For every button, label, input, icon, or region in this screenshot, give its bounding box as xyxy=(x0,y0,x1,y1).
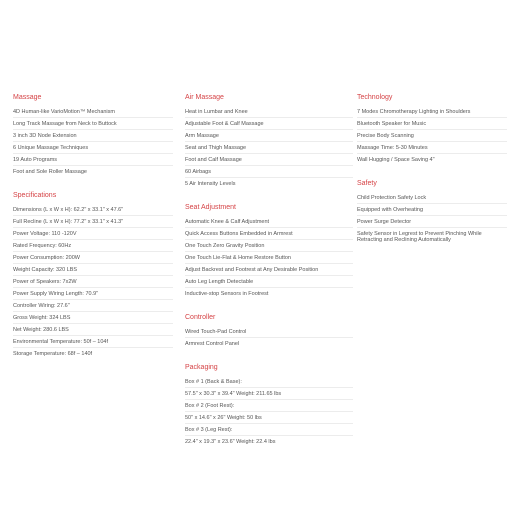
spec-item: One Touch Lie-Flat & Home Restore Button xyxy=(185,252,353,264)
section-title: Massage xyxy=(13,94,42,101)
spec-list xyxy=(13,204,173,359)
spec-item: Box # 3 (Leg Rest): xyxy=(185,424,353,436)
spec-item: Adjustable Foot & Calf Massage xyxy=(185,118,353,130)
spec-item: 50" x 14.6" x 26" Weight: 50 lbs xyxy=(185,412,353,424)
spec-item: Weight Capacity: 320 LBS xyxy=(13,264,173,276)
spec-item: Foot and Sole Roller Massage xyxy=(13,168,87,175)
spec-list xyxy=(357,192,507,245)
spec-item: Precise Body Scanning xyxy=(357,130,507,142)
section-air-massage xyxy=(185,93,353,189)
spec-item: Inductive-stop Sensors in Footrest xyxy=(185,290,269,297)
section-controller xyxy=(185,313,353,349)
section-title: Technology xyxy=(357,94,393,101)
spec-item: Massage Time: 5-30 Minutes xyxy=(357,142,507,154)
spec-item: Storage Temperature: 68f – 140f xyxy=(13,350,93,357)
section-specifications xyxy=(13,191,173,359)
spec-item: Environmental Temperature: 50f – 104f xyxy=(13,336,173,348)
spec-item: Net Weight: 280.6 LBS xyxy=(13,324,173,336)
spec-item: Gross Weight: 324 LBS xyxy=(13,312,173,324)
section-technology xyxy=(357,93,507,165)
spec-item: Heat in Lumbar and Knee xyxy=(185,106,353,118)
section-title: Air Massage xyxy=(185,94,224,101)
spec-item: Equipped with Overheating xyxy=(357,204,507,216)
spec-item: Controller Wiring: 27.6" xyxy=(13,300,173,312)
section-title: Controller xyxy=(185,314,216,321)
spec-item: 22.4" x 19.3" x 23.6" Weight: 22.4 lbs xyxy=(185,438,276,445)
spec-column-3 xyxy=(357,93,507,259)
spec-item: 5 Air Intensity Levels xyxy=(185,180,236,187)
section-title: Specifications xyxy=(13,192,57,199)
spec-item: Seat and Thigh Massage xyxy=(185,142,353,154)
spec-item: Power Surge Detector xyxy=(357,216,507,228)
spec-list xyxy=(185,216,353,299)
section-packaging xyxy=(185,363,353,447)
spec-item: 19 Auto Programs xyxy=(13,154,173,166)
spec-item: Dimensions (L x W x H): 62.2" x 33.1" x 47.6" xyxy=(13,204,173,216)
spec-item: Child Protection Safety Lock xyxy=(357,192,507,204)
spec-item: Safety Sensor in Legrest to Prevent Pinching While Retracting and Reclining Automatically xyxy=(357,230,482,243)
spec-item: Armrest Control Panel xyxy=(185,340,240,347)
spec-item: 57.5" x 30.3" x 39.4" Weight: 211.65 lbs xyxy=(185,388,353,400)
spec-item: 7 Modes Chromotherapy Lighting in Shoulders xyxy=(357,106,507,118)
spec-item: 4D Human-like VarioMotion™ Mechanism xyxy=(13,106,173,118)
spec-item: 3 inch 3D Node Extension xyxy=(13,130,173,142)
spec-column-2 xyxy=(185,93,353,461)
section-massage xyxy=(13,93,173,177)
spec-item: Rated Frequency: 60Hz xyxy=(13,240,173,252)
spec-item: Box # 2 (Foot Rest): xyxy=(185,400,353,412)
spec-column-1 xyxy=(13,93,173,373)
spec-item: 6 Unique Massage Techniques xyxy=(13,142,173,154)
spec-list xyxy=(185,376,353,447)
spec-item: Power of Speakers: 7x2W xyxy=(13,276,173,288)
spec-item: Adjust Backrest and Footrest at Any Desirable Position xyxy=(185,264,353,276)
spec-item: Power Consumption: 200W xyxy=(13,252,173,264)
spec-item: Box # 1 (Back & Base): xyxy=(185,376,353,388)
spec-item: Power Supply Wiring Length: 70.9" xyxy=(13,288,173,300)
spec-item: 60 Airbags xyxy=(185,166,353,178)
spec-item: Quick Access Buttons Embedded in Armrest xyxy=(185,228,353,240)
section-title: Safety xyxy=(357,180,377,187)
spec-item: Foot and Calf Massage xyxy=(185,154,353,166)
spec-item: Wall Hugging / Space Saving 4" xyxy=(357,156,435,163)
spec-item: Power Voltage: 110 -120V xyxy=(13,228,173,240)
spec-item: Full Recline (L x W x H): 77.2" x 33.1" x 41.3" xyxy=(13,216,173,228)
section-safety xyxy=(357,179,507,245)
spec-item: Bluetooth Speaker for Music xyxy=(357,118,507,130)
section-title: Packaging xyxy=(185,364,218,371)
spec-list xyxy=(13,106,173,177)
section-title: Seat Adjustment xyxy=(185,204,236,211)
spec-list xyxy=(357,106,507,165)
spec-item: One Touch Zero Gravity Position xyxy=(185,240,353,252)
section-seat-adjustment xyxy=(185,203,353,299)
spec-list xyxy=(185,326,353,349)
spec-item: Wired Touch-Pad Control xyxy=(185,326,353,338)
spec-item: Auto Leg Length Detectable xyxy=(185,276,353,288)
spec-item: Arm Massage xyxy=(185,130,353,142)
spec-item: Automatic Knee & Calf Adjustment xyxy=(185,216,353,228)
spec-item: Long Track Massage from Neck to Buttock xyxy=(13,118,173,130)
spec-list xyxy=(185,106,353,189)
